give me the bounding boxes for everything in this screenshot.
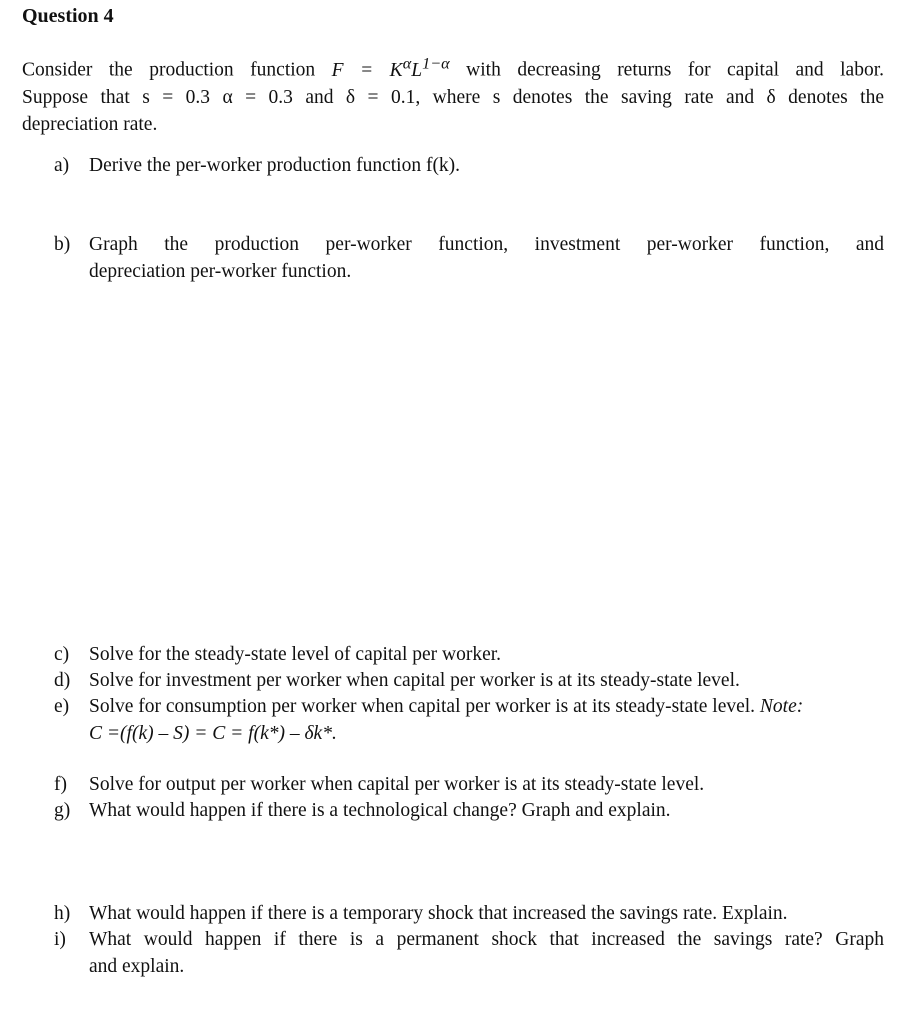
question-letter: h): [54, 903, 71, 924]
question-i: [54, 926, 884, 980]
question-e: [54, 693, 884, 747]
question-letter: i): [54, 929, 66, 950]
consumption-formula: C =(f(k) – S) = C = f(k*) – δk*.: [89, 723, 337, 744]
question-g: [54, 797, 884, 824]
question-text-line-1: [89, 693, 884, 720]
question-text-line-2: depreciation per-worker function.: [89, 261, 352, 282]
intro-line-1: [22, 50, 884, 84]
question-letter: g): [54, 800, 71, 821]
note-label: Note:: [759, 696, 804, 717]
question-text: Solve for consumption per worker when capital per worker is at its steady-state level.: [89, 696, 760, 717]
question-h: [54, 900, 884, 927]
question-intro: [22, 50, 884, 138]
intro-line1-prefix: Consider the production function: [22, 59, 332, 81]
intro-line-2: Suppose that s = 0.3 α = 0.3 and δ = 0.1, where s denotes the saving rate and δ denotes the: [22, 86, 884, 108]
question-letter: a): [54, 155, 70, 176]
question-letter: e): [54, 696, 70, 717]
production-function-formula: $F = K^\alpha L^{1-\alpha}$: [331, 54, 450, 81]
question-text-line-2: and explain.: [89, 956, 185, 977]
question-text-line-1: Graph the production per-worker function, investment per-worker function, and: [89, 234, 884, 255]
question-letter: b): [54, 234, 71, 255]
question-letter: f): [54, 774, 67, 795]
question-c: [54, 641, 884, 668]
question-text: Solve for investment per worker when capital per worker is at its steady-state level.: [89, 670, 740, 691]
question-text: Derive the per-worker production function f(k).: [89, 155, 461, 176]
question-text-line-1: What would happen if there is a permanent shock that increased the savings rate? Graph: [89, 929, 884, 950]
intro-line-3: depreciation rate.: [22, 113, 158, 135]
question-text: Solve for output per worker when capital per worker is at its steady-state level.: [89, 774, 705, 795]
question-a: [54, 152, 884, 179]
question-f: [54, 771, 884, 798]
intro-line1-suffix: with decreasing returns for capital and labor.: [449, 59, 884, 81]
question-text: Solve for the steady-state level of capital per worker.: [89, 644, 502, 665]
question-heading: Question 4: [22, 5, 114, 27]
question-letter: c): [54, 644, 70, 665]
question-letter: d): [54, 670, 71, 691]
question-text: What would happen if there is a temporary shock that increased the savings rate. Explain.: [89, 903, 788, 924]
question-d: [54, 667, 884, 694]
question-b: [54, 231, 884, 285]
question-text: What would happen if there is a technological change? Graph and explain.: [89, 800, 671, 821]
